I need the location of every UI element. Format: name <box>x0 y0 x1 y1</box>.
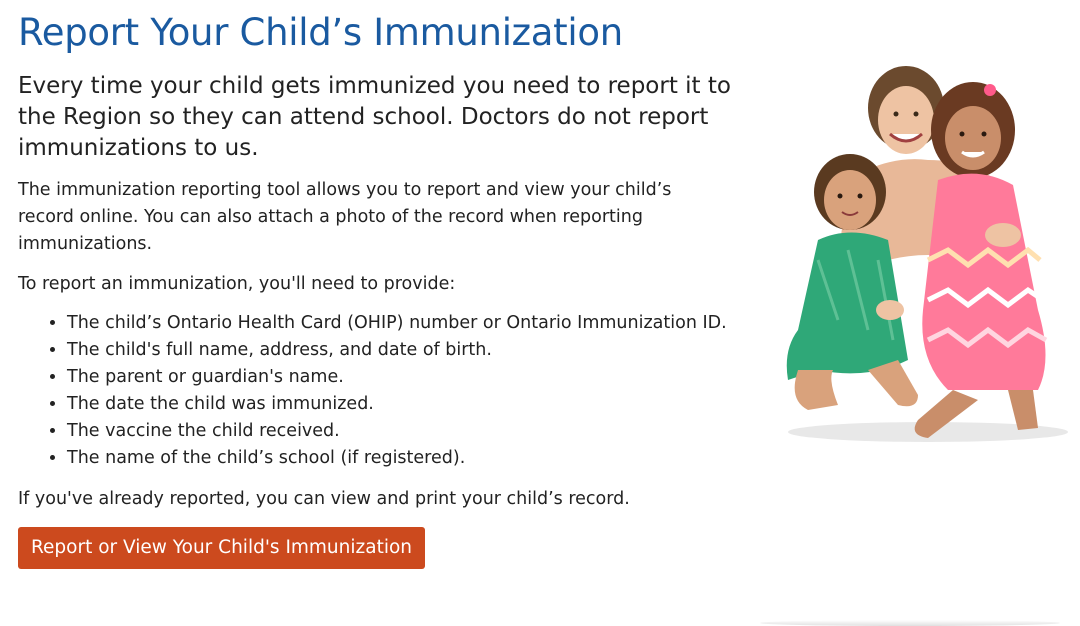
main-content <box>18 8 748 569</box>
card-shadow <box>760 620 1060 626</box>
tool-description: The immunization reporting tool allows you to report and view your child’s record online. You can also attach a photo of the record when reporting immunizations. <box>18 180 672 254</box>
requirements-list <box>18 310 737 472</box>
list-item: • The vaccine the child received. <box>67 418 737 445</box>
family-photo <box>778 60 1068 450</box>
list-item: • The date the child was immunized. <box>67 391 737 418</box>
lead-paragraph: Every time your child gets immunized you need to report it to the Region so they can attend school. Doctors do not report immunizations to us. <box>18 73 731 161</box>
already-reported-text: If you've already reported, you can view and print your child’s record. <box>18 489 630 509</box>
list-item: • The parent or guardian's name. <box>67 364 737 391</box>
list-item: • The child's full name, address, and date of birth. <box>67 337 737 364</box>
list-item: • The child’s Ontario Health Card (OHIP) number or Ontario Immunization ID. <box>67 310 737 337</box>
report-or-view-immunization-button[interactable]: Report or View Your Child's Immunization <box>18 527 425 569</box>
page-title: Report Your Child’s Immunization <box>18 11 623 54</box>
list-item: • The name of the child’s school (if registered). <box>67 445 737 472</box>
requirements-intro: To report an immunization, you'll need to provide: <box>18 274 456 294</box>
